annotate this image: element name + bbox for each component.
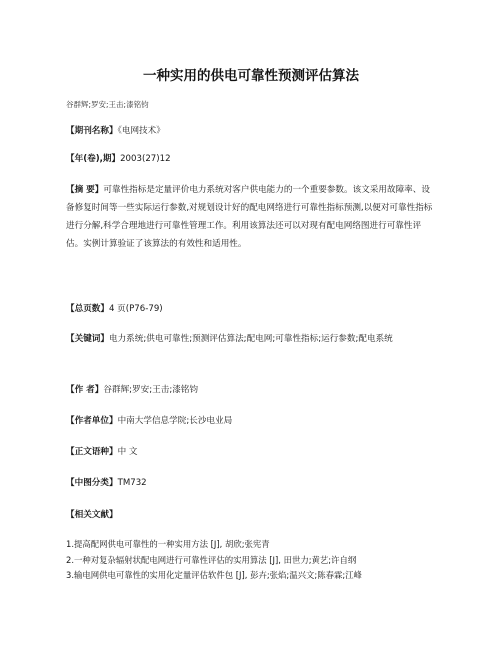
pages-field	[66, 300, 438, 318]
language-field	[66, 443, 438, 461]
journal-label: 【期刊名称】	[66, 126, 118, 136]
author-field	[66, 381, 438, 399]
journal-field	[66, 122, 438, 140]
related-item: 1.提高配网供电可靠性的一种实用方法 [J], 胡欣;张宪青	[66, 539, 270, 549]
abstract-field	[66, 181, 438, 253]
year-field	[66, 150, 438, 168]
language-value: 中 文	[117, 447, 138, 457]
keywords-label: 【关键词】	[66, 334, 109, 344]
affiliation-value: 中南大学信息学院;长沙电业局	[117, 416, 233, 426]
year-label: 【年(卷),期】	[66, 154, 121, 164]
pages-label: 【总页数】	[66, 304, 109, 314]
abstract-value: 可靠性指标是定量评价电力系统对客户供电能力的一个重要参数。该文采用故障率、设备修复时间等一些实际运行参数,对规划设计好的配电网络进行可靠性指标预测,以便对可靠性指标进行分解,科学合理地进行可靠性管理工作。利用该算法还可以对现有配电网络图进行可靠性评估。实例计算验证了该算法的有效性和适用性。	[66, 185, 433, 249]
language-label: 【正文语种】	[66, 447, 118, 457]
authors-line: 谷群辉;罗安;王击;漆铭钧	[66, 100, 149, 109]
year-value: 2003(27)12	[120, 154, 171, 164]
journal-value: 《电网技术》	[117, 126, 165, 136]
related-list	[66, 537, 446, 584]
author-value: 谷群辉;罗安;王击;漆铭钧	[103, 385, 198, 395]
pages-value: 4 页(P76-79)	[108, 304, 163, 314]
classification-field	[66, 474, 438, 492]
keywords-field	[66, 330, 438, 348]
affiliation-field	[66, 412, 438, 430]
affiliation-label: 【作者单位】	[66, 416, 118, 426]
keywords-value: 电力系统;供电可靠性;预测评估算法;配电网;可靠性指标;运行参数;配电系统	[108, 334, 393, 344]
related-item: 2.一种对复杂辐射状配电网进行可靠性评估的实用算法 [J], 田世力;黄艺;许自纲	[66, 554, 357, 565]
classification-value: TM732	[117, 478, 147, 488]
author-label: 【作 者】	[66, 385, 104, 395]
related-label: 【相关文献】	[66, 510, 118, 520]
related-item: 3.输电网供电可靠性的实用化定量评估软件包 [J], 彭卉;张焰;温兴文;陈春霖;江峰	[66, 570, 362, 580]
abstract-label: 【摘 要】	[66, 185, 104, 195]
paper-title: 一种实用的供电可靠性预测评估算法	[143, 68, 359, 84]
classification-label: 【中图分类】	[66, 478, 118, 488]
related-header	[66, 506, 438, 524]
